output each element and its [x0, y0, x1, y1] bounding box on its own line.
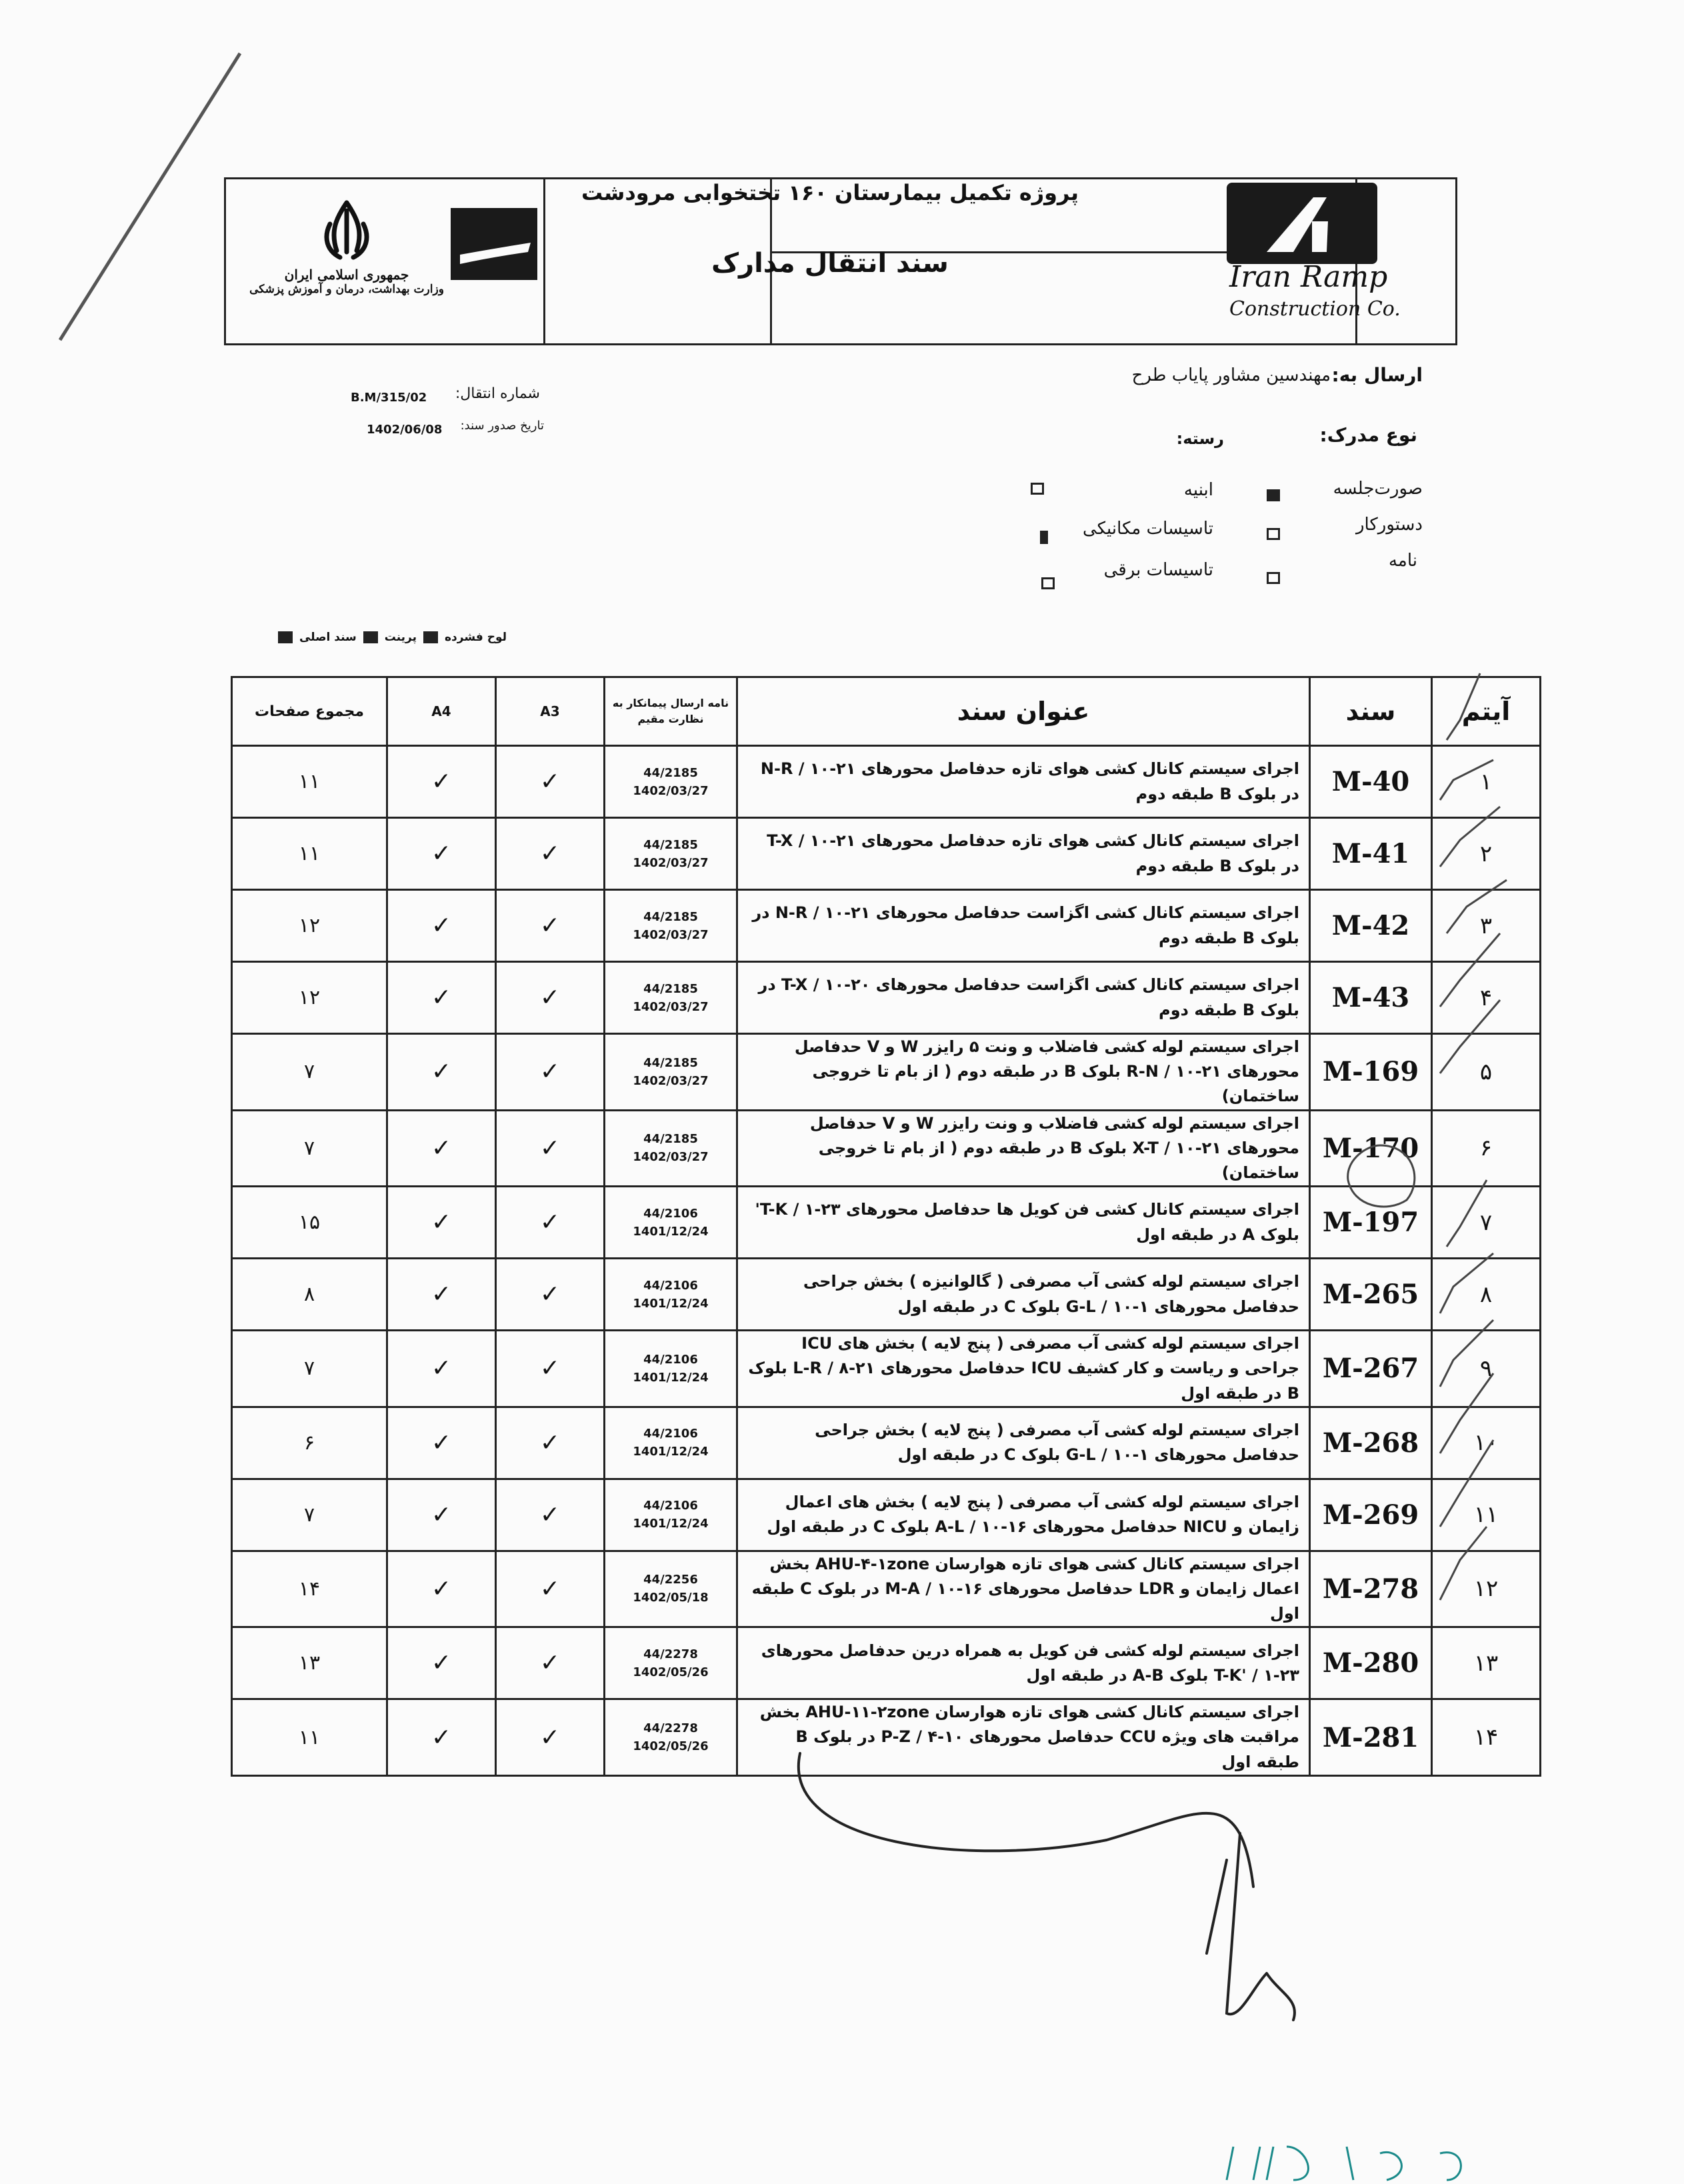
row-letter-ref [605, 746, 737, 818]
documents-table [231, 676, 1541, 1777]
row-item-number: ۱۳ [1432, 1627, 1541, 1699]
row-item-number: ۱۱ [1432, 1479, 1541, 1551]
row-letter-ref [605, 962, 737, 1034]
row-a3-check: ✓ [496, 1110, 605, 1187]
row-document-title: اجرای سیستم کانال کشی هوای تازه حدفاصل محورهای ۲۱-۱۰ / N-R در بلوک B طبقه دوم [737, 746, 1310, 818]
row-a3-check: ✓ [496, 1551, 605, 1627]
doc-type-checkbox-1[interactable] [1267, 489, 1280, 501]
table-row [232, 818, 1541, 890]
row-letter-number: 44/2278 [643, 1647, 698, 1661]
row-total-pages: ۷ [232, 1331, 387, 1407]
row-item-number: ۹ [1432, 1331, 1541, 1407]
category-label-3: تاسیسات برقی [1103, 560, 1213, 580]
company-name: Iran Ramp [1229, 260, 1388, 294]
row-letter-number: 44/2278 [643, 1721, 698, 1736]
row-document-code: M-170 [1310, 1110, 1432, 1187]
row-letter-number: 44/2185 [643, 981, 698, 996]
row-document-title: اجرای سیستم کانال کشی اگزاست حدفاصل محورهای ۲۰-۱۰ / T-X در بلوک B طبقه دوم [737, 962, 1310, 1034]
row-total-pages: ۱۱ [232, 1699, 387, 1776]
row-document-title: اجرای سیستم لوله کشی فاضلاب و ونت ۵ رایزر W و V حدفاصل محورهای ۲۱-۱۰ / R-N بلوک B در طبقه دوم ( از بام تا خروجی ساختمان) [737, 1034, 1310, 1111]
row-a4-check: ✓ [387, 1187, 496, 1259]
row-letter-date: 1402/03/27 [633, 927, 709, 942]
row-a4-check: ✓ [387, 1259, 496, 1331]
row-document-code: M-41 [1310, 818, 1432, 890]
row-letter-date: 1401/12/24 [633, 1370, 709, 1385]
row-letter-date: 1402/03/27 [633, 1073, 709, 1088]
transfer-no-value: B.M/315/02 [351, 391, 427, 405]
doc-type-label: نوع مدرک: [1319, 424, 1417, 446]
table-header-row [232, 677, 1541, 746]
transfer-no-label: شماره انتقال: [455, 385, 540, 402]
row-letter-date: 1402/03/27 [633, 1150, 709, 1165]
row-letter-number: 44/2185 [643, 1132, 698, 1147]
row-letter-date: 1401/12/24 [633, 1517, 709, 1531]
row-letter-date: 1402/03/27 [633, 783, 709, 798]
table-row [232, 1259, 1541, 1331]
row-letter-date: 1402/05/18 [633, 1591, 709, 1605]
company-subtitle: Construction Co. [1229, 297, 1401, 321]
row-document-title: اجرای سیستم لوله کشی آب مصرفی ( پنج لایه ) بخش های اعمال زایمان و NICU حدفاصل محورهای ۱۶-۱۰ / A-L بلوک C در طبقه اول [737, 1479, 1310, 1551]
row-a4-check: ✓ [387, 746, 496, 818]
margin-check-marks [1433, 667, 1580, 1733]
row-document-code: M-280 [1310, 1627, 1432, 1699]
row-item-number: ۴ [1432, 962, 1541, 1034]
row-document-code: M-169 [1310, 1034, 1432, 1111]
iran-ramp-logo-icon [1227, 183, 1377, 264]
row-a3-check: ✓ [496, 1699, 605, 1776]
ministry-line1: جمهوری اسلامی ایران [284, 267, 409, 283]
ministry-logo [240, 197, 453, 331]
header-title: عنوان سند [737, 677, 1310, 746]
row-a4-check: ✓ [387, 962, 496, 1034]
row-a4-check: ✓ [387, 1407, 496, 1479]
doc-type-label-1: صورت‌جلسه [1333, 479, 1423, 499]
row-letter-date: 1401/12/24 [633, 1445, 709, 1459]
row-letter-ref [605, 1187, 737, 1259]
row-document-code: M-281 [1310, 1699, 1432, 1776]
row-document-code: M-268 [1310, 1407, 1432, 1479]
row-document-code: M-278 [1310, 1551, 1432, 1627]
row-letter-ref [605, 1034, 737, 1111]
row-a3-check: ✓ [496, 1479, 605, 1551]
ministry-line2: وزارت بهداشت، درمان و آموزش پزشکی [249, 283, 444, 296]
header-item: آیتم [1432, 677, 1541, 746]
row-a4-check: ✓ [387, 890, 496, 962]
row-letter-number: 44/2106 [643, 1427, 698, 1441]
header-a3: A3 [496, 677, 605, 746]
header-pages: مجموع صفحات [232, 677, 387, 746]
row-a3-check: ✓ [496, 746, 605, 818]
table-row [232, 1331, 1541, 1407]
legend-original-box [278, 631, 293, 643]
header-code: سند [1310, 677, 1432, 746]
row-document-title: اجرای سیستم لوله کشی آب مصرفی ( گالوانیزه ) بخش جراحی حدفاصل محورهای ۱-۱۰ / G-L بلوک C در طبقه اول [737, 1259, 1310, 1331]
row-item-number: ۷ [1432, 1187, 1541, 1259]
row-a4-check: ✓ [387, 1034, 496, 1111]
row-letter-date: 1401/12/24 [633, 1224, 709, 1239]
row-a4-check: ✓ [387, 1627, 496, 1699]
category-label-2: تاسیسات مکانیکی [1083, 519, 1213, 539]
header-letter: نامه ارسال پیمانکار به نظارت مقیم [605, 677, 737, 746]
row-document-code: M-197 [1310, 1187, 1432, 1259]
category-checkbox-3[interactable] [1041, 577, 1055, 589]
category-option[interactable] [1104, 560, 1213, 580]
row-letter-ref [605, 1627, 737, 1699]
row-a3-check: ✓ [496, 890, 605, 962]
row-total-pages: ۷ [232, 1034, 387, 1111]
row-a3-check: ✓ [496, 1407, 605, 1479]
legend-print-box [363, 631, 378, 643]
row-item-number: ۲ [1432, 818, 1541, 890]
table-row [232, 962, 1541, 1034]
scan-mark [40, 47, 253, 353]
row-letter-number: 44/2185 [643, 1055, 698, 1070]
table-row [232, 1034, 1541, 1111]
category-label: رسته: [1176, 429, 1224, 448]
row-letter-date: 1402/05/26 [633, 1739, 709, 1754]
row-letter-ref [605, 1110, 737, 1187]
issue-date-value: 1402/06/08 [367, 423, 443, 437]
row-total-pages: ۱۴ [232, 1551, 387, 1627]
doc-type-checkbox-3[interactable] [1267, 572, 1280, 584]
project-title: پروژه تکمیل بیمارستان ۱۶۰ تختخوابی مرودشت [581, 180, 1079, 205]
row-letter-number: 44/2185 [643, 837, 698, 852]
send-to-label: ارسال به: [1331, 364, 1423, 386]
category-option[interactable] [1083, 519, 1213, 539]
row-document-title: اجرای سیستم لوله کشی آب مصرفی ( پنج لایه ) بخش جراحی حدفاصل محورهای ۱-۱۰ / G-L بلوک C در طبقه اول [737, 1407, 1310, 1479]
category-label-1: ابنیه [1183, 480, 1213, 500]
signature [773, 1733, 1360, 2040]
row-a4-check: ✓ [387, 1699, 496, 1776]
doc-type-option[interactable] [1356, 515, 1423, 535]
row-letter-number: 44/2185 [643, 765, 698, 780]
row-a3-check: ✓ [496, 1259, 605, 1331]
table-row [232, 1479, 1541, 1551]
document-title: سند انتقال مدارک [711, 248, 949, 279]
row-document-code: M-40 [1310, 746, 1432, 818]
row-letter-ref [605, 1407, 737, 1479]
table-row [232, 1627, 1541, 1699]
table-row [232, 1407, 1541, 1479]
row-a3-check: ✓ [496, 1331, 605, 1407]
row-letter-ref [605, 818, 737, 890]
item-7-circle-mark [1340, 1140, 1427, 1213]
row-a4-check: ✓ [387, 818, 496, 890]
row-item-number: ۶ [1432, 1110, 1541, 1187]
row-letter-number: 44/2106 [643, 1206, 698, 1221]
category-option[interactable] [1184, 480, 1213, 500]
row-total-pages: ۱۵ [232, 1187, 387, 1259]
bottom-handwriting [1067, 2133, 1533, 2184]
doc-type-label-3: نامه [1388, 551, 1417, 571]
row-item-number: ۱۴ [1432, 1699, 1541, 1776]
row-document-title: اجرای سیستم لوله کشی فاضلاب و ونت رایزر W و V حدفاصل محورهای ۲۱-۱۰ / X-T بلوک B در طبقه دوم ( از بام تا خروجی ساختمان) [737, 1110, 1310, 1187]
row-letter-date: 1401/12/24 [633, 1296, 709, 1311]
row-letter-ref [605, 890, 737, 962]
row-letter-date: 1402/05/26 [633, 1665, 709, 1679]
doc-type-label-2: دستورکار [1355, 515, 1423, 535]
issue-date-label: تاریخ صدور سند: [460, 419, 544, 433]
row-item-number: ۸ [1432, 1259, 1541, 1331]
table-row [232, 1551, 1541, 1627]
legend-cd-box [423, 631, 438, 643]
row-document-title: اجرای سیستم کانال کشی هوای تازه هوارسان AHU-۱۱-۲zone بخش مراقبت های ویژه CCU حدفاصل محورهای ۱۰-۴ / P-Z در بلوک B طبقه اول [737, 1699, 1310, 1776]
row-item-number: ۱ [1432, 746, 1541, 818]
row-document-code: M-43 [1310, 962, 1432, 1034]
header-a4: A4 [387, 677, 496, 746]
category-checkbox-2[interactable] [1040, 531, 1048, 544]
row-a3-check: ✓ [496, 1034, 605, 1111]
row-letter-number: 44/2256 [643, 1573, 698, 1587]
row-a3-check: ✓ [496, 1627, 605, 1699]
row-document-code: M-269 [1310, 1479, 1432, 1551]
table-row [232, 746, 1541, 818]
doc-type-option[interactable] [1333, 479, 1423, 499]
row-letter-number: 44/2185 [643, 909, 698, 924]
row-letter-number: 44/2106 [643, 1278, 698, 1293]
row-document-title: اجرای سیستم کانال کشی فن کویل ها حدفاصل محورهای ۲۳-۱ / T-K' بلوک A در طبقه اول [737, 1187, 1310, 1259]
legend-print-label: پرینت [384, 631, 417, 644]
row-document-title: اجرای سیستم کانال کشی هوای تازه هوارسان AHU-۴-۱zone بخش اعمال زایمان و LDR حدفاصل محورهای ۱۶-۱۰ / M-A در بلوک C طبقه اول [737, 1551, 1310, 1627]
row-letter-date: 1402/03/27 [633, 999, 709, 1014]
row-document-title: اجرای سیستم کانال کشی هوای تازه حدفاصل محورهای ۲۱-۱۰ / T-X در بلوک B طبقه دوم [737, 818, 1310, 890]
row-a3-check: ✓ [496, 1187, 605, 1259]
row-letter-number: 44/2106 [643, 1352, 698, 1367]
row-a4-check: ✓ [387, 1479, 496, 1551]
row-document-title: اجرای سیستم لوله کشی آب مصرفی ( پنج لایه ) بخش های ICU جراحی و ریاست و کار کشیف ICU حدفاصل محورهای ۲۱-۸ / L-R بلوک B در طبقه اول [737, 1331, 1310, 1407]
row-letter-ref [605, 1479, 737, 1551]
row-letter-ref [605, 1259, 737, 1331]
row-total-pages: ۱۳ [232, 1627, 387, 1699]
legend [253, 631, 507, 644]
row-item-number: ۱۲ [1432, 1551, 1541, 1627]
row-document-title: اجرای سیستم لوله کشی فن کویل به همراه درین حدفاصل محورهای ۲۳-۱ / 'T-K بلوک A-B در طبقه اول [737, 1627, 1310, 1699]
row-item-number: ۳ [1432, 890, 1541, 962]
row-a4-check: ✓ [387, 1551, 496, 1627]
table-row [232, 890, 1541, 962]
row-total-pages: ۷ [232, 1479, 387, 1551]
company-logo [1223, 177, 1457, 345]
row-total-pages: ۱۲ [232, 962, 387, 1034]
send-to-value: مهندسین مشاور پایاب طرح [1131, 365, 1331, 385]
row-document-code: M-265 [1310, 1259, 1432, 1331]
row-total-pages: ۶ [232, 1407, 387, 1479]
row-letter-ref [605, 1699, 737, 1776]
row-total-pages: ۷ [232, 1110, 387, 1187]
row-item-number: ۵ [1432, 1034, 1541, 1111]
iran-emblem-icon [310, 197, 383, 264]
row-letter-ref [605, 1331, 737, 1407]
row-letter-ref [605, 1551, 737, 1627]
project-emblem-icon [451, 208, 537, 280]
row-total-pages: ۱۱ [232, 746, 387, 818]
category-checkbox-1[interactable] [1031, 483, 1044, 495]
legend-cd-label: لوح فشرده [445, 631, 507, 644]
row-total-pages: ۱۱ [232, 818, 387, 890]
row-a4-check: ✓ [387, 1110, 496, 1187]
row-a4-check: ✓ [387, 1331, 496, 1407]
legend-original-label: سند اصلی [299, 631, 357, 644]
row-document-code: M-267 [1310, 1331, 1432, 1407]
row-item-number: ۱۰ [1432, 1407, 1541, 1479]
row-document-title: اجرای سیستم کانال کشی اگزاست حدفاصل محورهای ۲۱-۱۰ / N-R در بلوک B طبقه دوم [737, 890, 1310, 962]
row-a3-check: ✓ [496, 818, 605, 890]
row-total-pages: ۱۲ [232, 890, 387, 962]
row-document-code: M-42 [1310, 890, 1432, 962]
row-letter-number: 44/2106 [643, 1499, 698, 1513]
doc-type-option[interactable] [1389, 551, 1417, 571]
row-a3-check: ✓ [496, 962, 605, 1034]
row-total-pages: ۸ [232, 1259, 387, 1331]
doc-type-checkbox-2[interactable] [1267, 528, 1280, 540]
row-letter-date: 1402/03/27 [633, 855, 709, 870]
